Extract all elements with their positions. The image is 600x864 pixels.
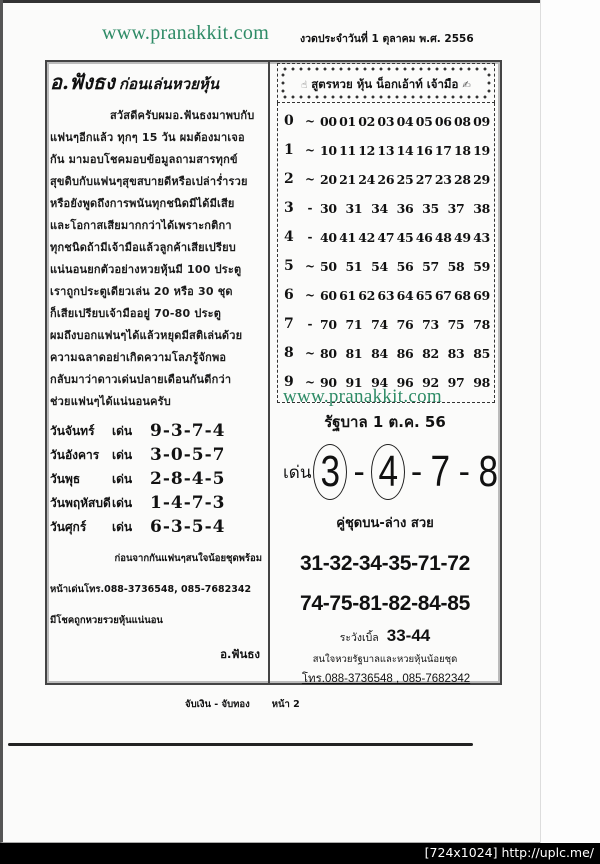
grid-numbers	[320, 346, 490, 361]
double-watch	[280, 626, 490, 646]
circled-digit	[371, 444, 405, 500]
watermark-top: www.pranakkit.com	[102, 22, 270, 44]
pairs-line: 74-75-81-82-84-85	[299, 592, 471, 615]
day-numbers: 6-3-5-4	[150, 517, 226, 537]
body-line: ผมถึงบอกแฟนๆได้แล้วหยุดมีสติเล่นด้วย	[50, 329, 243, 342]
dotted-border	[281, 67, 491, 71]
grid-row	[284, 165, 490, 193]
grid-number: 45	[396, 229, 414, 245]
grid-number: 24	[358, 171, 376, 187]
grid-number: 97	[447, 374, 465, 390]
body-line: สุขดิบกับแฟนๆสุขสบายดีหรือเปล่าร่ำรวย	[50, 175, 248, 188]
body-line: แฟนๆอีกแล้ว ทุกๆ 15 วัน ผมต้องมาเจอ	[50, 131, 245, 144]
day-numbers: 1-4-7-3	[150, 493, 226, 513]
day-numbers: 9-3-7-4	[150, 421, 226, 441]
play-label: เด่น	[112, 471, 133, 486]
grid-number: 21	[339, 171, 356, 187]
number-grid	[277, 103, 495, 403]
body-line: ก็เสียเปรียบเจ้ามืออยู่ 70-80 ประตู	[50, 307, 222, 320]
grid-number: 18	[453, 142, 471, 158]
grid-number: 71	[345, 316, 363, 332]
separator: -	[458, 452, 470, 491]
grid-number: 42	[358, 229, 376, 245]
grid-dash: -	[307, 201, 313, 215]
grid-dash: ~	[304, 172, 316, 186]
body-line: เราถูกประตูเดียวเล่น 20 หรือ 30 ชุด	[50, 285, 233, 298]
grid-number: 54	[371, 258, 388, 274]
grid-number: 09	[473, 113, 490, 129]
watch-label: ระวังเบิ้ล	[339, 632, 379, 644]
formula-title	[278, 76, 494, 94]
grid-number: 14	[396, 142, 414, 158]
grid-number: 27	[415, 171, 433, 187]
digit: 8	[478, 447, 498, 496]
grid-number: 59	[473, 258, 490, 274]
grid-number: 30	[320, 200, 337, 216]
grid-number: 82	[422, 345, 439, 361]
pairs-title: คู่ชุดบน-ล่าง สวย	[336, 516, 434, 531]
hand-icon: ✍	[462, 80, 471, 91]
dotted-border	[281, 95, 491, 99]
interest-note: สนใจหวยรัฐบาลและหวยหุ้นน้อยชุด	[312, 654, 458, 665]
grid-number: 96	[396, 374, 414, 390]
grid-number: 20	[320, 171, 337, 187]
grid-row	[284, 223, 490, 251]
digit-text: 4	[378, 447, 398, 496]
grid-number: 49	[453, 229, 471, 245]
grid-number: 92	[422, 374, 439, 390]
grid-number: 94	[371, 374, 388, 390]
grid-number: 11	[339, 142, 356, 158]
grid-number: 90	[320, 374, 337, 390]
grid-number: 37	[447, 200, 465, 216]
grid-number: 91	[345, 374, 363, 390]
separator: -	[353, 452, 365, 491]
grid-number: 43	[473, 229, 490, 245]
grid-numbers	[320, 230, 490, 245]
grid-number: 58	[447, 258, 465, 274]
grid-number: 63	[377, 287, 395, 303]
grid-number: 47	[377, 229, 395, 245]
grid-number: 76	[396, 316, 414, 332]
body-line: ความฉลาดอย่าเกิดความโลภรู้จักพอ	[50, 351, 227, 364]
grid-number: 41	[339, 229, 356, 245]
body-line: กลับมาว่าดาวเด่นปลายเดือนกันดีกว่า	[50, 373, 232, 386]
day-name: วันพุธ	[50, 471, 81, 486]
grid-row	[284, 107, 490, 135]
grid-number: 60	[320, 287, 337, 303]
grid-row	[284, 281, 490, 309]
grid-number: 00	[320, 113, 337, 129]
grid-number: 46	[415, 229, 433, 245]
grid-number: 48	[434, 229, 452, 245]
grid-number: 05	[415, 113, 433, 129]
headline-subtitle: ก่อนเล่นหวยหุ้น	[118, 75, 220, 93]
digit: 7	[430, 447, 451, 496]
grid-number: 83	[447, 345, 465, 361]
day-numbers: 3-0-5-7	[150, 445, 226, 465]
grid-lead: 1	[284, 142, 294, 158]
body-line: ช่วยแฟนๆได้แน่นอนครับ	[50, 395, 171, 408]
grid-numbers	[320, 259, 490, 274]
grid-number: 57	[422, 258, 439, 274]
grid-numbers	[320, 288, 490, 303]
formula-title-text: สูตรหวย หุ้น น็อกเอ้าท์ เจ้ามือ	[311, 77, 459, 91]
grid-dash: ~	[304, 143, 316, 157]
circled-digit	[313, 444, 347, 500]
body-line: ทุกชนิดถ้ามีเจ้ามือแล้วลูกค้าเสียเปรียบ	[50, 241, 236, 254]
grid-number: 29	[473, 171, 490, 187]
page-footer	[185, 697, 300, 712]
grid-number: 86	[396, 345, 414, 361]
grid-number: 38	[473, 200, 490, 216]
pairs-line: 31-32-34-35-71-72	[299, 552, 471, 575]
page-margin	[540, 0, 600, 843]
grid-numbers	[320, 201, 490, 216]
grid-numbers	[320, 172, 490, 187]
grid-row	[284, 136, 490, 164]
play-label: เด่น	[112, 447, 133, 462]
closing-note: ก่อนจากกันแฟนๆสนใจน้อยชุดพร้อม	[114, 553, 262, 564]
play-label: เด่น	[112, 423, 133, 438]
grid-number: 34	[371, 200, 388, 216]
grid-number: 84	[371, 345, 388, 361]
grid-number: 56	[396, 258, 414, 274]
grid-number: 36	[396, 200, 414, 216]
daily-pick-row	[50, 467, 266, 491]
separator: -	[410, 452, 423, 491]
play-label: เด่น	[112, 495, 133, 510]
grid-numbers	[320, 143, 490, 158]
grid-row	[284, 252, 490, 280]
grid-lead: 8	[284, 345, 294, 361]
daily-pick-row	[50, 515, 266, 539]
grid-number: 25	[396, 171, 414, 187]
watch-numbers: 33-44	[386, 626, 431, 645]
grid-number: 04	[396, 113, 414, 129]
day-name: วันจันทร์	[50, 423, 95, 438]
grid-lead: 6	[284, 287, 294, 303]
grid-dash: ~	[304, 375, 316, 389]
luck-note: มีโชคถูกหวยรวยหุ้นแน่นอน	[50, 615, 163, 626]
issue-date: งวดประจำวันที่ 1 ตุลาคม พ.ศ. 2556	[300, 33, 474, 45]
grid-lead: 9	[284, 374, 294, 390]
grid-number: 08	[453, 113, 471, 129]
grid-number: 06	[434, 113, 452, 129]
grid-row	[284, 310, 490, 338]
grid-number: 61	[339, 287, 356, 303]
daily-pick-row	[50, 491, 266, 515]
grid-number: 40	[320, 229, 337, 245]
grid-number: 16	[415, 142, 433, 158]
grid-number: 19	[473, 142, 490, 158]
grid-number: 10	[320, 142, 337, 158]
day-name: วันศุกร์	[50, 519, 87, 534]
headline-title: อ.ฟังธง	[50, 70, 115, 94]
page-number: หน้า 2	[271, 699, 300, 710]
daily-pick-row	[50, 419, 266, 443]
day-name: วันพฤหัสบดี	[50, 495, 111, 510]
grid-number: 13	[377, 142, 395, 158]
image-host-caption: [724x1024] http://uplc.me/	[424, 845, 594, 860]
government-lottery-title: รัฐบาล 1 ต.ค. 56	[324, 413, 446, 431]
grid-number: 80	[320, 345, 337, 361]
daily-pick-row	[50, 443, 266, 467]
body-line: และโอกาสเสียมากกว่าได้เพราะกติกา	[50, 219, 232, 232]
grid-lead: 7	[284, 316, 294, 332]
grid-lead: 5	[284, 258, 294, 274]
grid-number: 74	[371, 316, 388, 332]
grid-number: 62	[358, 287, 376, 303]
grid-number: 73	[422, 316, 439, 332]
grid-lead: 0	[284, 113, 294, 129]
grid-lead: 3	[284, 200, 294, 216]
grid-number: 35	[422, 200, 439, 216]
top-rule	[3, 0, 543, 3]
day-name: วันอังคาร	[50, 447, 100, 462]
grid-number: 67	[434, 287, 452, 303]
grid-number: 51	[345, 258, 363, 274]
grid-row	[284, 339, 490, 367]
phone-right: โทร.088-3736548 , 085-7682342	[301, 673, 471, 685]
body-line: แน่นอนยกตัวอย่างหวยหุ้นมี 100 ประตู	[50, 263, 242, 276]
grid-number: 68	[453, 287, 471, 303]
play-label: เด่น	[283, 462, 312, 483]
grid-number: 50	[320, 258, 337, 274]
grid-lead: 2	[284, 171, 294, 187]
grid-dash: ~	[304, 114, 316, 128]
grid-number: 69	[473, 287, 490, 303]
body-line: หรือยังพูดถึงการพนันทุกชนิดมีได้มีเสีย	[50, 197, 235, 210]
formula-title-box	[277, 63, 495, 103]
grid-dash: -	[307, 317, 313, 331]
grid-number: 31	[345, 200, 363, 216]
body-line: สวัสดีครับผมอ.ฟันธงมาพบกับ	[110, 109, 255, 122]
phone-left: หน้าเด่นโทร.088-3736548, 085-7682342	[50, 584, 252, 595]
grid-numbers	[320, 114, 490, 129]
grid-number: 70	[320, 316, 337, 332]
day-numbers: 2-8-4-5	[150, 469, 226, 489]
grid-number: 02	[358, 113, 376, 129]
grid-number: 23	[434, 171, 452, 187]
daily-picks	[50, 419, 266, 539]
article-body	[50, 105, 266, 413]
grid-dash: ~	[304, 259, 316, 273]
digit-text: 3	[320, 447, 341, 496]
grid-dash: -	[307, 230, 313, 244]
body-line: กัน มามอบโชคมอบข้อมูลถามสารทุกข์	[50, 153, 238, 166]
bottom-rule	[8, 743, 473, 746]
watermark-middle: www.pranakkit.com	[283, 386, 442, 407]
grid-number: 28	[453, 171, 471, 187]
grid-number: 81	[345, 345, 363, 361]
hand-icon: ☝	[301, 80, 308, 91]
grid-numbers	[320, 317, 490, 332]
image-host-bar	[0, 843, 600, 864]
grid-number: 65	[415, 287, 433, 303]
left-column	[50, 62, 266, 664]
grid-number: 98	[473, 374, 490, 390]
grid-dash: ~	[304, 346, 316, 360]
grid-dash: ~	[304, 288, 316, 302]
grid-number: 17	[434, 142, 452, 158]
grid-number: 85	[473, 345, 490, 361]
headline	[50, 66, 266, 98]
grid-number: 78	[473, 316, 490, 332]
grid-row	[284, 194, 490, 222]
column-divider	[268, 60, 270, 685]
play-label: เด่น	[112, 519, 133, 534]
grid-number: 01	[339, 113, 356, 129]
grid-number: 26	[377, 171, 395, 187]
grid-number: 75	[447, 316, 465, 332]
grid-number: 03	[377, 113, 395, 129]
featured-digits	[283, 442, 500, 502]
grid-number: 12	[358, 142, 376, 158]
grid-number: 64	[396, 287, 414, 303]
publication-name: จับเงิน - จับทอง	[185, 699, 250, 710]
grid-lead: 4	[284, 229, 294, 245]
signature: อ.ฟันธง	[220, 647, 260, 661]
